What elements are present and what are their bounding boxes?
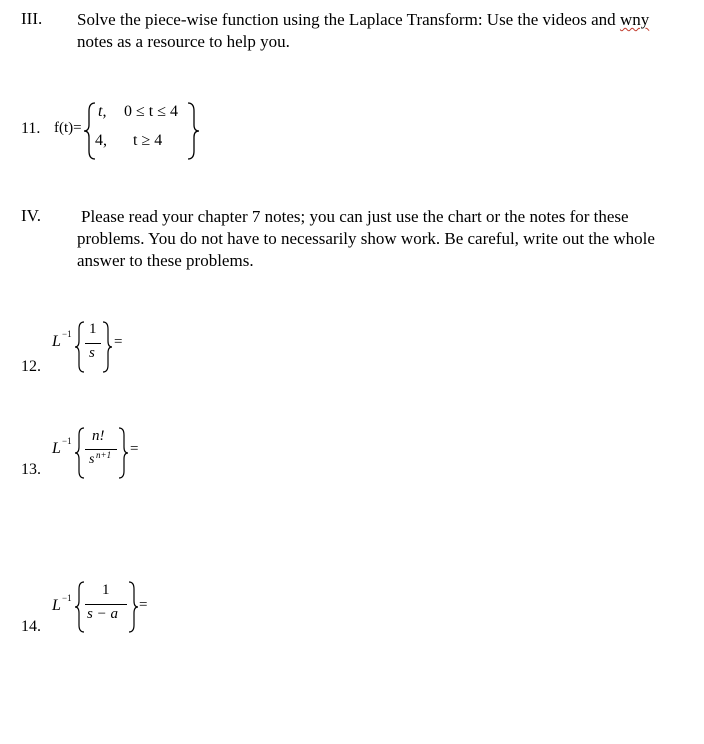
right-brace-icon xyxy=(186,101,200,161)
inverse-laplace-operator: L xyxy=(52,440,61,457)
section-4-line-1: Please read your chapter 7 notes; you can just use the chart or the notes for these xyxy=(81,207,629,226)
equals-sign: = xyxy=(114,334,123,350)
spellcheck-flagged-word: wny xyxy=(619,10,650,29)
question-13-label: 13. xyxy=(21,461,41,478)
question-11 xyxy=(0,95,260,165)
fraction-numerator: 1 xyxy=(89,321,97,337)
question-11-label: 11. xyxy=(21,120,41,137)
section-4-number: IV. xyxy=(21,206,41,225)
equals-sign: = xyxy=(130,441,139,457)
case-1-condition: 0 ≤ t ≤ 4 xyxy=(124,103,179,120)
fraction-bar xyxy=(85,343,101,344)
section-3-text-end: notes as a resource to help you. xyxy=(77,32,290,51)
inverse-laplace-operator: L xyxy=(52,333,61,350)
fraction-denominator-exponent: n+1 xyxy=(96,450,112,460)
fraction-denominator-base: s xyxy=(89,452,95,467)
piecewise-function-name: f(t)= xyxy=(54,120,82,136)
fraction xyxy=(84,428,118,476)
equals-sign: = xyxy=(139,597,148,613)
right-brace-icon xyxy=(117,426,129,480)
fraction-denominator: s − a xyxy=(87,606,118,622)
fraction xyxy=(84,321,102,369)
case-2-condition: t ≥ 4 xyxy=(133,132,163,149)
inverse-exponent: −1 xyxy=(62,436,72,446)
fraction-denominator: s xyxy=(89,345,95,361)
fraction-numerator: 1 xyxy=(102,582,110,598)
section-3-number: III. xyxy=(21,9,43,28)
section-4-instructions xyxy=(77,206,704,272)
question-14 xyxy=(0,575,200,645)
section-4-line-3: answer to these problems. xyxy=(77,251,254,270)
fraction xyxy=(84,582,128,630)
question-14-label: 14. xyxy=(21,618,41,635)
inverse-exponent: −1 xyxy=(62,329,72,339)
inverse-laplace-operator: L xyxy=(52,597,61,614)
question-12 xyxy=(0,315,200,385)
section-3-text: Solve the piece-wise function using the Laplace Transform: Use the videos and xyxy=(77,10,620,29)
right-brace-icon xyxy=(127,580,139,634)
inverse-exponent: −1 xyxy=(62,593,72,603)
section-3-instructions xyxy=(77,9,704,53)
fraction-bar xyxy=(85,604,127,605)
case-1-expression: t, xyxy=(98,103,107,120)
left-brace-icon xyxy=(83,101,97,161)
fraction-numerator: n! xyxy=(92,428,105,444)
section-4-line-2: problems. You do not have to necessarily show work. Be careful, write out the whole xyxy=(77,229,655,248)
question-13 xyxy=(0,422,200,492)
right-brace-icon xyxy=(101,320,113,374)
case-2-expression: 4, xyxy=(95,132,107,149)
question-12-label: 12. xyxy=(21,358,41,375)
